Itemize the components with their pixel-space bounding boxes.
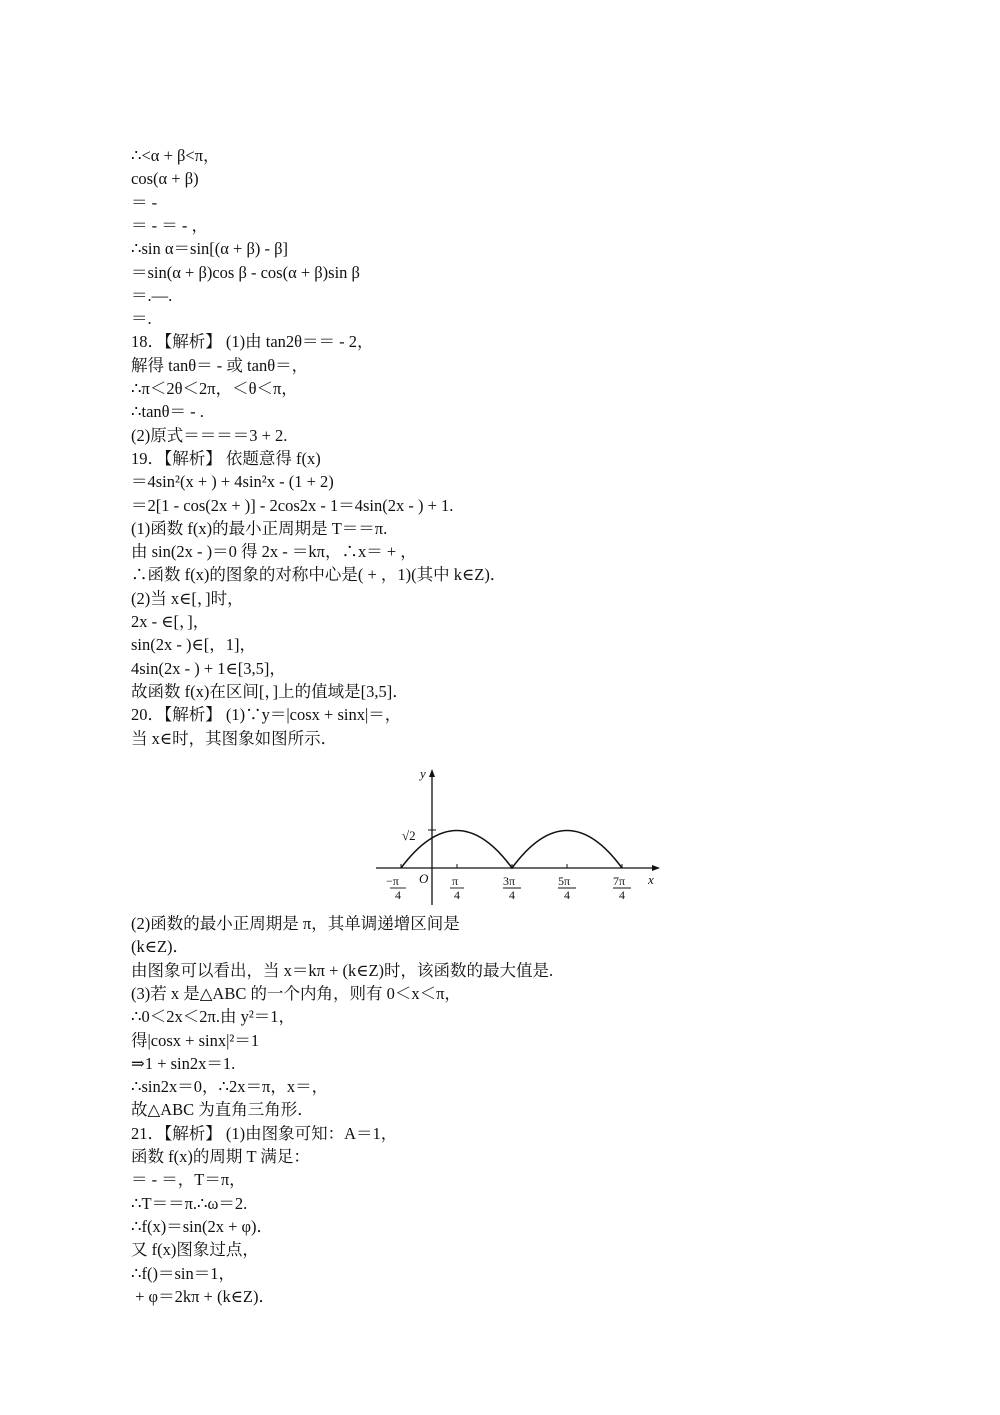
tick-label-pi-4	[450, 874, 464, 902]
text-line: sin(2x - )∈[，1]，	[131, 635, 256, 655]
y-axis-arrow	[429, 769, 435, 777]
text-line: ⇒1 + sin2x＝1.	[131, 1053, 236, 1073]
sqrt2-label: √2	[402, 828, 416, 843]
text-line: (k∈Z)．	[131, 937, 190, 957]
text-line: ＝ -	[131, 192, 158, 212]
text-line: 20．【解析】 (1)∵y＝|cosx + sinx|＝，	[131, 705, 402, 725]
text-line: ∴函数 f(x)的图象的对称中心是( + ，1)(其中 k∈Z)．	[131, 565, 507, 585]
text-line: 故△ABC 为直角三角形．	[131, 1100, 314, 1120]
text-line: 又 f(x)图象过点，	[131, 1240, 259, 1260]
x-axis-label: x	[648, 872, 654, 887]
text-line: ∴sin2x＝0，∴2x＝π，x＝，	[131, 1077, 329, 1097]
text-line: 当 x∈时，其图象如图所示．	[131, 728, 338, 748]
text-line: (3)若 x 是△ABC 的一个内角，则有 0＜x＜π，	[131, 983, 461, 1003]
tick-label-3pi-4	[503, 874, 521, 902]
text-line: (2)函数的最小正周期是 π，其单调递增区间是	[131, 914, 460, 933]
text-line: ∴tanθ＝ - .	[131, 402, 204, 422]
svg-text:−π: −π	[386, 874, 399, 888]
text-line: (1)函数 f(x)的最小正周期是 T＝＝π.	[131, 518, 388, 538]
origin-label: O	[419, 871, 429, 886]
text-line: 19．【解析】 依题意得 f(x)	[131, 448, 321, 468]
text-line: 2x - ∈[，]，	[131, 612, 210, 631]
text-line: 得|cosx + sinx|²＝1	[131, 1030, 260, 1050]
tick-label-neg-pi-4	[386, 874, 406, 902]
svg-text:4: 4	[619, 888, 625, 902]
svg-text:5π: 5π	[558, 874, 571, 888]
svg-text:7π: 7π	[613, 874, 626, 888]
text-line: + φ＝2kπ + (k∈Z)．	[131, 1286, 275, 1306]
text-line: ∴π＜2θ＜2π，＜θ＜π，	[131, 379, 298, 398]
text-line: ＝.	[131, 309, 152, 329]
text-line: ∴f()＝sin＝1，	[131, 1263, 235, 1283]
curve	[401, 831, 622, 869]
x-axis-arrow	[652, 865, 660, 871]
text-line: 解得 tanθ＝ - 或 tanθ＝，	[131, 355, 309, 375]
text-line: ∴T＝＝π.∴ω＝2.	[131, 1193, 248, 1213]
svg-text:4: 4	[509, 888, 515, 902]
text-line: ＝sin(α + β)cos β - cos(α + β)sin β	[131, 262, 360, 282]
text-line: ＝4sin²(x + ) + 4sin²x - (1 + 2)	[131, 472, 334, 492]
svg-text:π: π	[452, 874, 459, 888]
text-line: ＝.—.	[131, 285, 173, 305]
text-line: ∴0＜2x＜2π.由 y²＝1，	[131, 1007, 296, 1027]
text-line: ∴sin α＝sin[(α + β) - β]	[131, 239, 288, 259]
y-axis-label: y	[420, 766, 426, 781]
svg-text:4: 4	[564, 888, 570, 902]
text-line: (2)原式＝＝＝＝3 + 2.	[131, 425, 288, 445]
text-line: ＝2[1 - cos(2x + )] - 2cos2x - 1＝4sin(2x - ) + 1.	[131, 495, 454, 515]
text-line: (2)当 x∈[，]时，	[131, 588, 244, 608]
text-line: ∴<α + β<π，	[131, 146, 220, 165]
text-line: cos(α + β)	[131, 169, 199, 189]
text-line: 由 sin(2x - )＝0 得 2x - ＝kπ，∴x＝ + ，	[131, 542, 417, 562]
text-line: 函数 f(x)的周期 T 满足：	[131, 1147, 310, 1166]
text-line: ＝ - ＝，T＝π，	[131, 1170, 246, 1190]
svg-text:4: 4	[454, 888, 460, 902]
text-line: ＝ - ＝ - ，	[131, 215, 208, 235]
text-line: 18．【解析】 (1)由 tan2θ＝＝ - 2，	[131, 332, 374, 352]
tick-label-7pi-4	[613, 874, 631, 902]
text-line: 4sin(2x - ) + 1∈[3,5]，	[131, 658, 286, 678]
tick-label-5pi-4	[558, 874, 576, 902]
svg-text:3π: 3π	[503, 874, 516, 888]
svg-text:4: 4	[395, 888, 401, 902]
text-line: 21．【解析】 (1)由图象可知：A＝1，	[131, 1123, 398, 1143]
text-line: 故函数 f(x)在区间[，]上的值域是[3,5]．	[131, 681, 409, 701]
text-line: ∴f(x)＝sin(2x + φ)．	[131, 1216, 274, 1236]
text-line: 由图象可以看出，当 x＝kπ + (k∈Z)时，该函数的最大值是.	[131, 960, 554, 980]
